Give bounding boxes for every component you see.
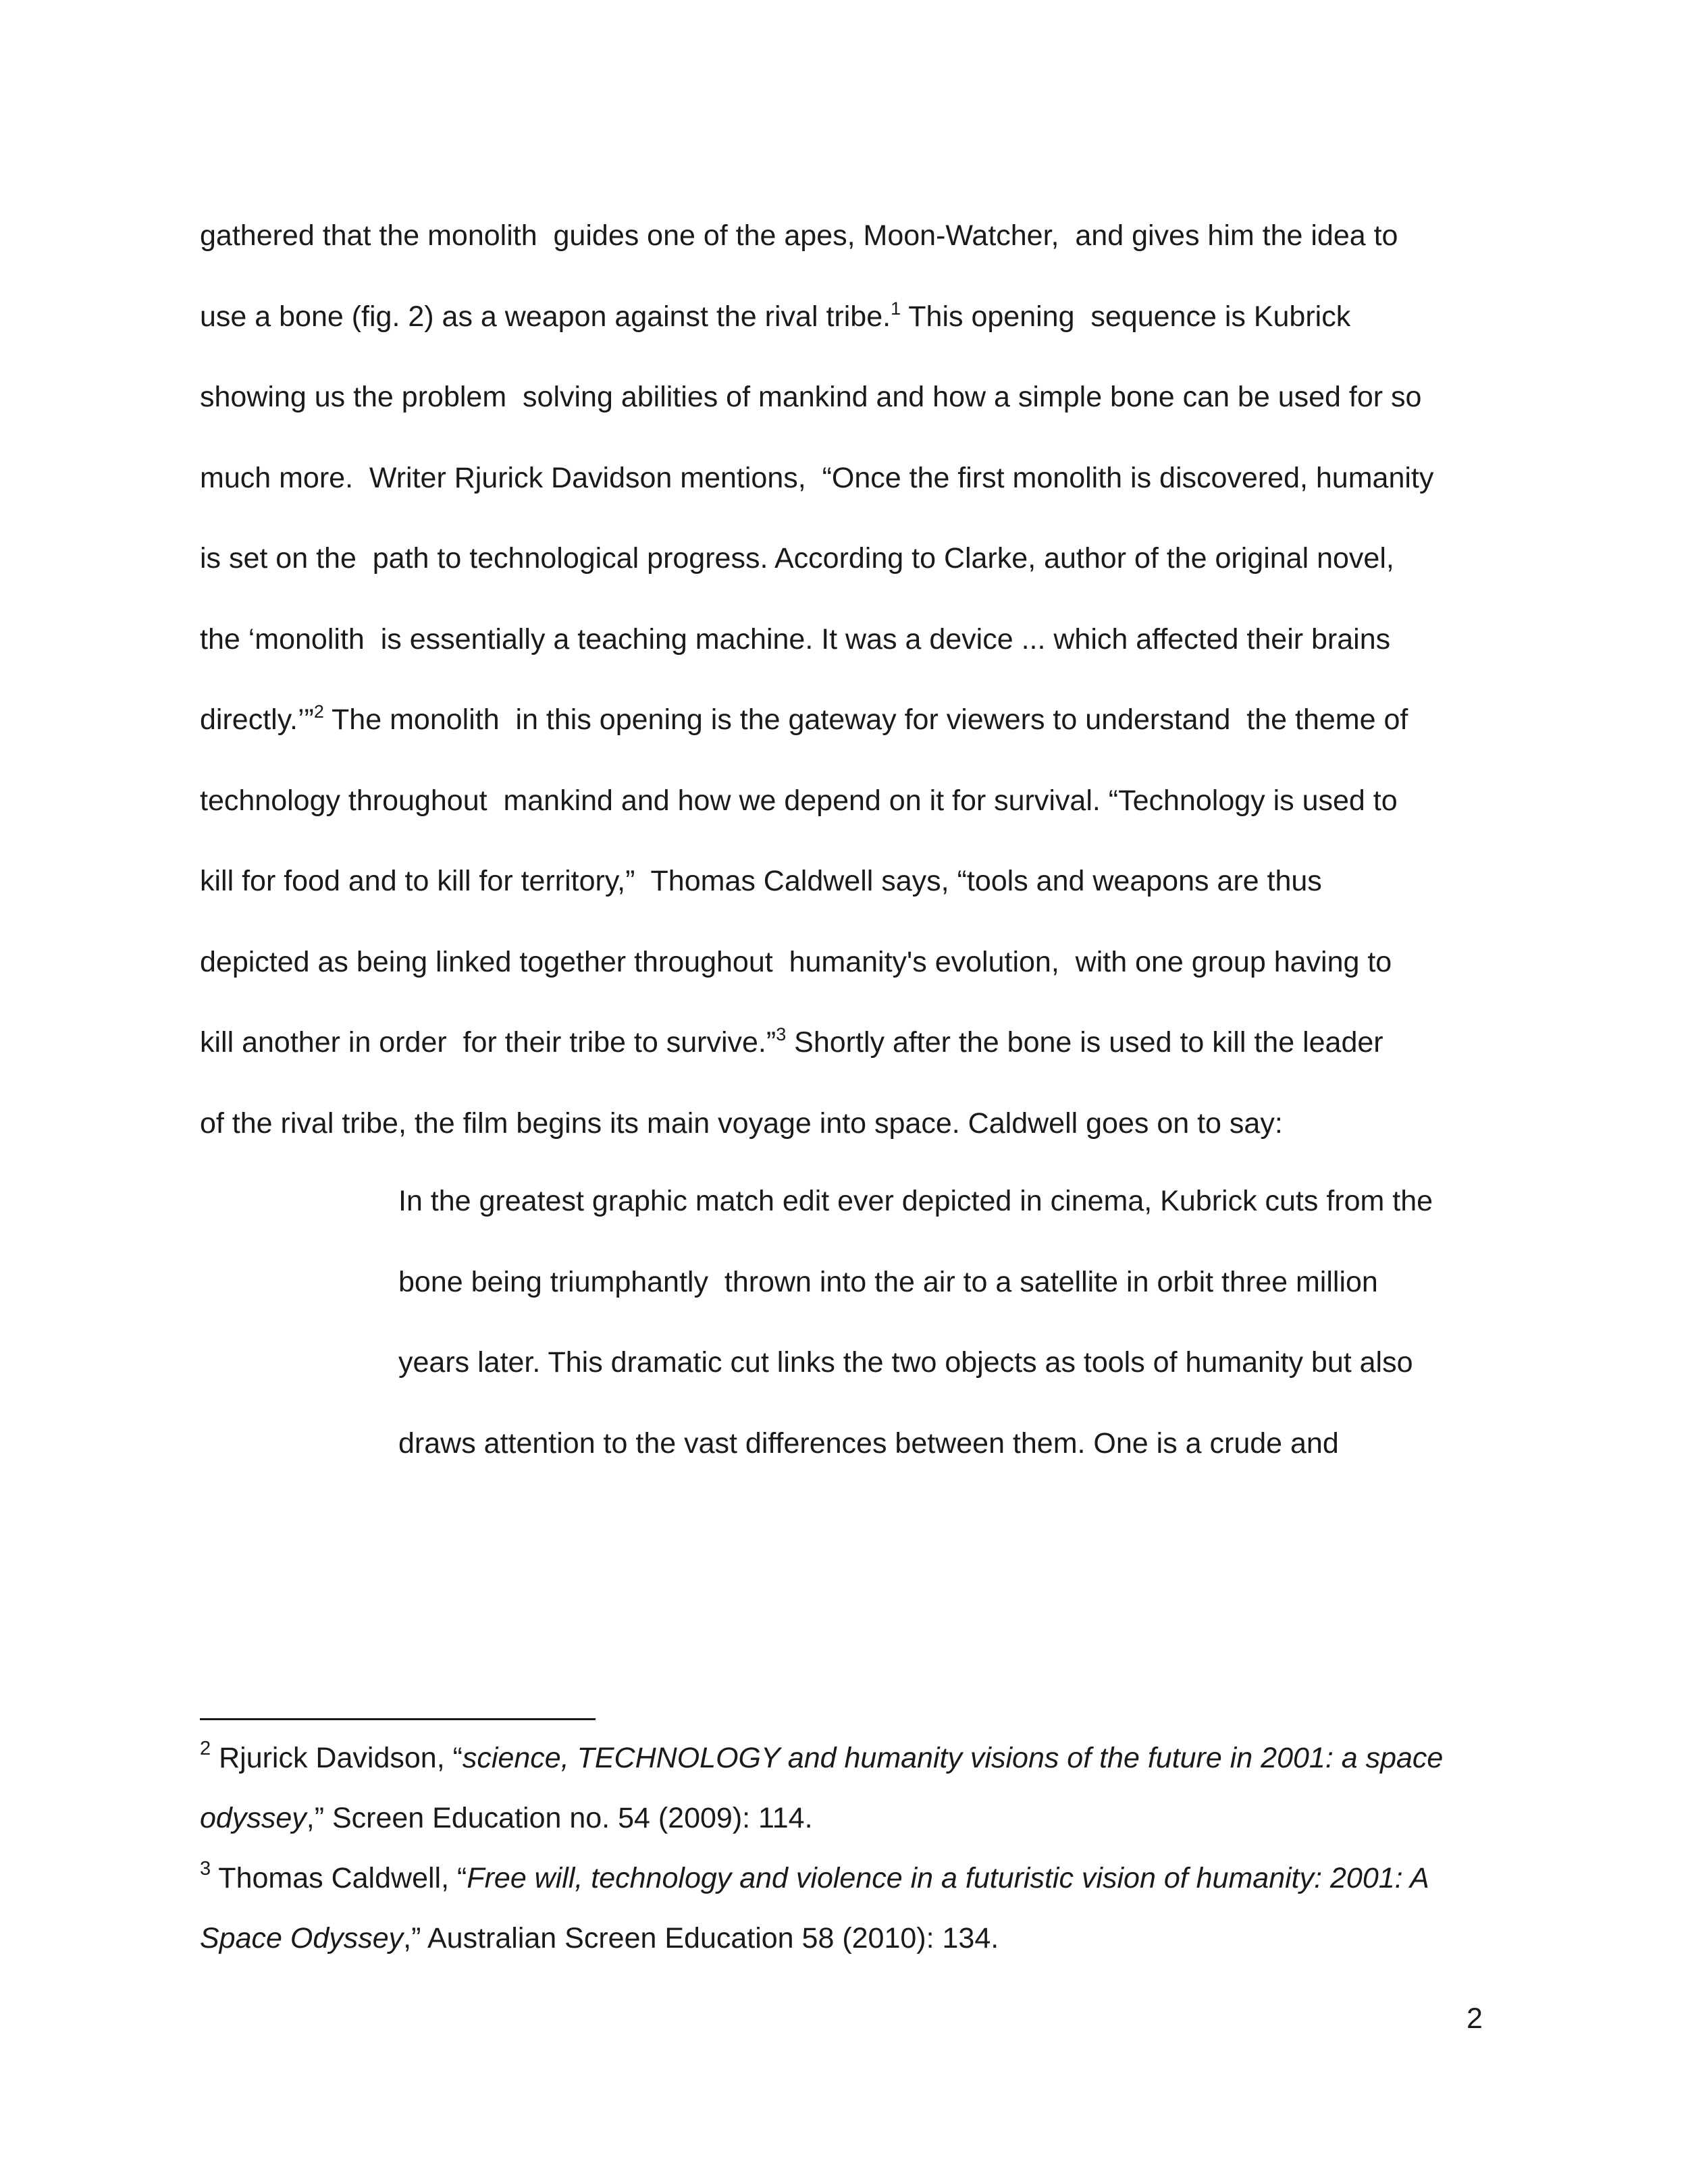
body-line: is set on the path to technological progress. According to Clarke, author of the original novel, [200,542,1394,575]
quote-line: bone being triumphantly thrown into the air to a satellite in orbit three million [398,1265,1378,1298]
footnote-ref: 3 [776,1024,787,1044]
body-paragraph [200,196,1494,1164]
footnotes [200,1728,1503,1969]
body-line: depicted as being linked together throughout humanity's evolution, with one group having to [200,945,1392,978]
footnote-ref: 1 [891,298,901,319]
footnote-separator [200,1718,596,1720]
footnote-2-continued: odyssey,” Screen Education no. 54 (2009): 114. [200,1802,813,1834]
body-line: showing us the problem solving abilities of mankind and how a simple bone can be used for so [200,381,1422,413]
block-quote [398,1161,1499,1484]
body-line: gathered that the monolith guides one of the apes, Moon-Watcher, and gives him the idea to [200,219,1398,252]
footnote-3: $^3$ Thomas Caldwell, “Free will, technology and violence in a futuristic vision of humanity: 2001: A [200,1858,1429,1894]
quote-line: In the greatest graphic match edit ever depicted in cinema, Kubrick cuts from the [398,1185,1433,1217]
body-line: of the rival tribe, the film begins its main voyage into space. Caldwell goes on to say: [200,1107,1283,1140]
footnote-number: 3 [200,1858,211,1880]
body-line: the ‘monolith is essentially a teaching machine. It was a device ... which affected their brains [200,622,1391,656]
body-line: use a bone (fig. 2) as a weapon against the rival tribe.$^1$ This opening sequence is Kubrick [200,298,1351,333]
body-line: much more. Writer Rjurick Davidson mentions, “Once the first monolith is discovered, humanity [200,461,1434,494]
body-line: directly.’”$^2$ The monolith in this opening is the gateway for viewers to understand the theme of [200,701,1408,736]
footnote-number: 2 [200,1738,211,1759]
body-line: technology throughout mankind and how we depend on it for survival. “Technology is used to [200,784,1398,817]
footnote-3-continued: Space Odyssey,” Australian Screen Education 58 (2010): 134. [200,1922,999,1954]
footnote-ref: 2 [313,701,324,722]
footnote-2: $^2$ Rjurick Davidson, “science, TECHNOLOGY and humanity visions of the future in 2001: a space [200,1738,1444,1774]
body-line: kill for food and to kill for territory,” Thomas Caldwell says, “tools and weapons are thus [200,865,1322,897]
page-number: 2 [1467,2002,1483,2035]
quote-line: draws attention to the vast differences between them. One is a crude and [398,1427,1339,1460]
body-line: kill another in order for their tribe to survive.”$^3$ Shortly after the bone is used to kill the leader [200,1024,1383,1059]
quote-line: years later. This dramatic cut links the two objects as tools of humanity but also [398,1346,1413,1379]
